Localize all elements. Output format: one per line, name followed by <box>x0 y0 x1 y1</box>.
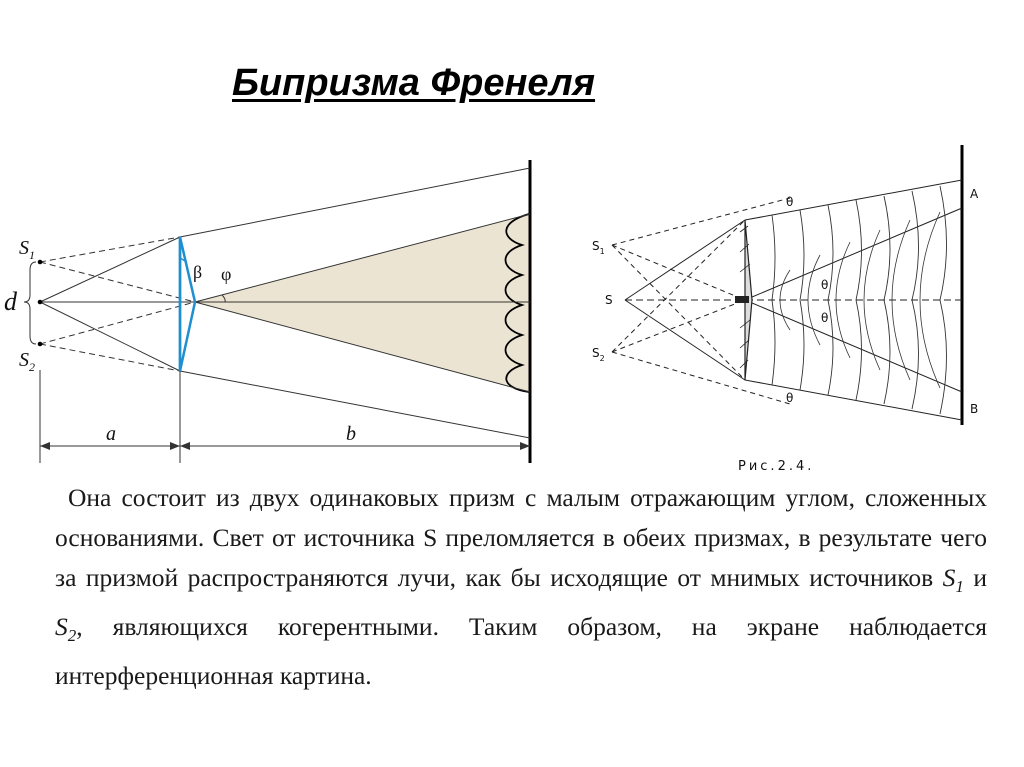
interference-region <box>195 214 530 392</box>
biprism-wavefront-diagram <box>585 140 985 485</box>
virtual-ray <box>40 237 180 262</box>
ray <box>40 302 180 371</box>
paragraph-text-start: Она состоит из двух одинаковых призм с малым отражающим углом, сложенных основаниями. Свет от источника S преломляется в обеих призмах, в результате чего за призмой распространяются лучи, как бы исходящие от мнимых источников <box>55 483 987 592</box>
source-s-point <box>38 300 43 305</box>
ray <box>180 168 530 237</box>
ray <box>745 300 962 392</box>
b-label: b <box>346 423 356 445</box>
arrow-head <box>40 442 50 450</box>
source-s2: $S_2$ <box>55 612 77 646</box>
d-brace <box>24 262 36 344</box>
theta-label-bottom: θ <box>786 391 794 405</box>
virtual-ray <box>612 300 745 352</box>
theta-label-mid-top: θ <box>821 278 829 292</box>
theta-label-top: θ <box>786 195 794 209</box>
prism-hatch <box>740 226 748 232</box>
ray <box>625 300 745 380</box>
s2-label: $S_2$ <box>592 346 605 363</box>
virtual-ray <box>612 245 745 300</box>
source-s2-point <box>38 342 43 347</box>
page-title: Бипризма Френеля <box>232 62 596 104</box>
wavefronts-upper <box>772 186 947 300</box>
paragraph-text-end: , являющихся когерентными. Таким образом, на экране наблюдается интерференционная картина. <box>55 612 987 691</box>
source-s1: $S_1$ <box>942 563 964 597</box>
beta-label: β <box>193 262 203 282</box>
virtual-ray <box>612 245 745 380</box>
virtual-ray <box>612 352 790 404</box>
s-label: S <box>605 293 613 307</box>
s1-label: $S_1$ <box>19 237 35 262</box>
prism-tip <box>735 296 749 303</box>
virtual-ray <box>612 198 790 245</box>
virtual-ray <box>40 344 180 371</box>
conjunction: и <box>963 563 987 592</box>
theta-label-mid-bottom: θ <box>821 311 829 325</box>
a-label: a <box>106 423 116 445</box>
biprism-ray-diagram <box>0 150 545 470</box>
virtual-ray <box>40 262 195 302</box>
phi-label: φ <box>221 264 232 284</box>
ray <box>745 180 962 220</box>
ray <box>745 208 962 300</box>
d-label: d <box>4 287 17 316</box>
arrow-head <box>170 442 180 450</box>
s1-label: $S_1$ <box>592 239 605 256</box>
s2-label: $S_2$ <box>19 349 35 374</box>
arrow-head <box>180 442 190 450</box>
wavefronts-lower <box>772 300 947 414</box>
description-paragraph <box>55 478 987 696</box>
source-s1-point <box>38 260 43 265</box>
virtual-ray <box>40 302 195 344</box>
point-b-label: B <box>970 402 979 416</box>
point-a-label: A <box>970 187 979 201</box>
ray <box>625 220 745 300</box>
figure-caption: Рис.2.4. <box>738 459 815 474</box>
